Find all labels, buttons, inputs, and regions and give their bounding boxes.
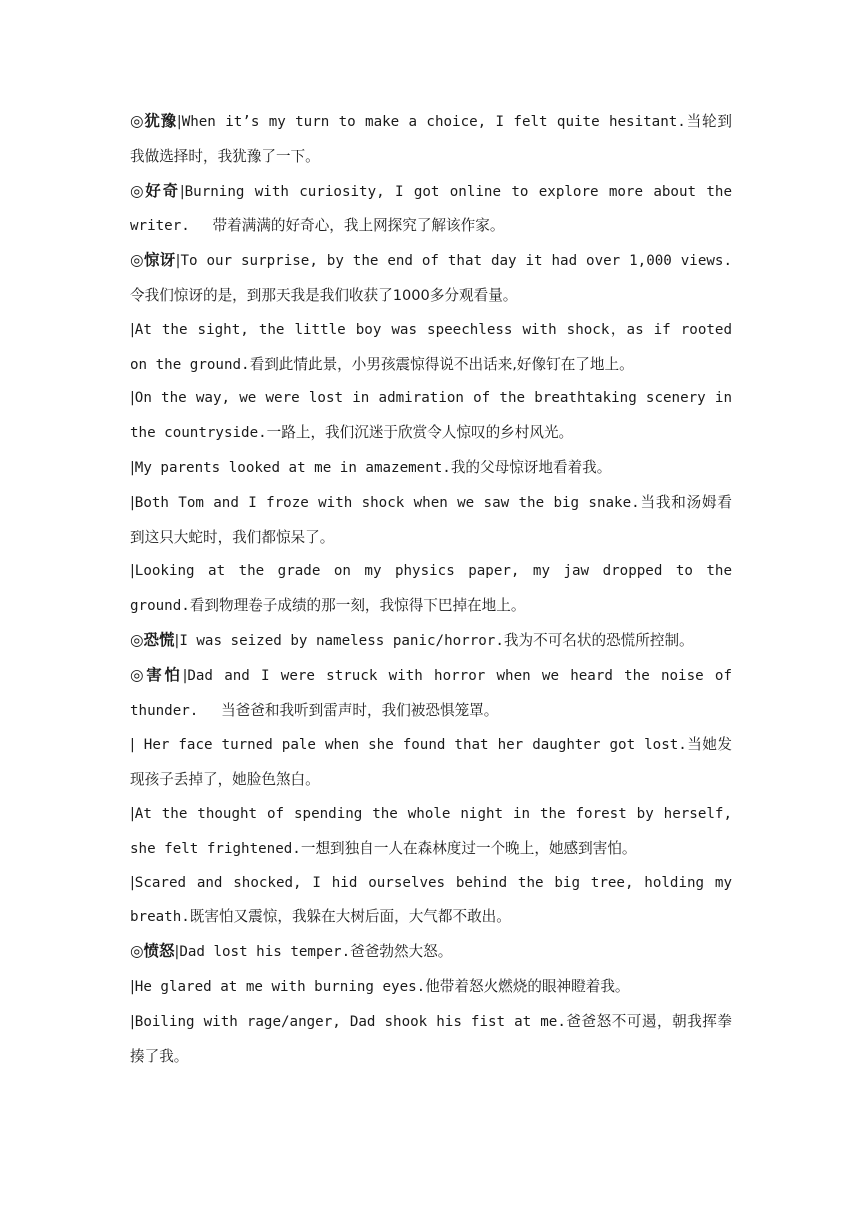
entry-surprise-3: |On the way, we were lost in admiration of the breathtaking scenery in the countryside.一路上，我们沉迷于欣赏令人惊叹的乡村风光。 xyxy=(130,390,732,442)
category-label: ◎害怕 xyxy=(130,665,183,684)
chinese-translation: 当我和汤姆看到这只大蛇时，我们都惊呆了。 xyxy=(130,493,732,546)
chinese-translation: 他带着怒火燃烧的眼神瞪着我。 xyxy=(425,977,630,995)
category-label: ◎恐慌 xyxy=(130,630,175,649)
entry-surprise-6: |Looking at the grade on my physics paper, my jaw dropped to the ground.看到物理卷子成绩的那一刻，我惊得下巴掉在地上。 xyxy=(130,563,732,615)
chinese-translation: 爸爸勃然大怒。 xyxy=(350,943,453,961)
entry-hesitation: ◎犹豫|When it’s my turn to make a choice, I felt quite hesitant.当轮到我做选择时，我犹豫了一下。 xyxy=(130,112,732,165)
entry-fear-4: |Scared and shocked, I hid ourselves behind the big tree, holding my breath.既害怕又震惊，我躲在大树后面，大气都不敢出。 xyxy=(130,874,732,926)
english-sentence: Boiling with rage/anger, Dad shook his fist at me. xyxy=(134,1013,566,1030)
entry-panic: ◎恐慌|I was seized by nameless panic/horror.我为不可名状的恐慌所控制。 xyxy=(130,630,694,649)
chinese-translation: 令我们惊讶的是，到那天我是我们收获了1000多分观看量。 xyxy=(130,286,518,304)
entry-anger: ◎愤怒|Dad lost his temper.爸爸勃然大怒。 xyxy=(130,942,453,961)
chinese-translation: 一路上，我们沉迷于欣赏令人惊叹的乡村风光。 xyxy=(266,424,574,442)
entry-fear: ◎害怕|Dad and I were struck with horror when we heard the noise of thunder. 当爸爸和我听到雷声时，我们被恐惧笼罩。 xyxy=(130,665,732,719)
chinese-translation: 当爸爸和我听到雷声时，我们被恐惧笼罩。 xyxy=(221,701,499,719)
english-sentence: My parents looked at me in amazement. xyxy=(134,459,451,476)
entry-surprise: ◎惊讶|To our surprise, by the end of that day it had over 1,000 views.令我们惊讶的是，到那天我是我们收获了1000多分观看量。 xyxy=(130,251,732,304)
category-label: ◎犹豫 xyxy=(130,112,177,130)
english-sentence: On the way, we were lost in admiration of the breathtaking scenery in the countryside. xyxy=(130,390,732,442)
chinese-translation: 看到物理卷子成绩的那一刻，我惊得下巴掉在地上。 xyxy=(189,597,526,615)
chinese-translation: 当轮到我做选择时，我犹豫了一下。 xyxy=(130,113,732,165)
english-sentence: When it’s my turn to make a choice, I felt quite hesitant. xyxy=(181,114,686,130)
entry-surprise-2: |At the sight, the little boy was speechless with shock，as if rooted on the ground.看到此情此景，小男孩震惊得说不出话来,好像钉在了地上。 xyxy=(130,321,732,373)
entry-curiosity: ◎好奇|Burning with curiosity, I got online to explore more about the writer. 带着满满的好奇心，我上网探究了解该作家。 xyxy=(130,181,732,235)
english-sentence: Burning with curiosity, I got online to explore more about the writer. xyxy=(130,183,732,235)
entry-fear-2: | Her face turned pale when she found that her daughter got lost.当她发现孩子丢掉了，她脸色煞白。 xyxy=(130,736,732,789)
chinese-translation: 一想到独自一人在森林度过一个晚上，她感到害怕。 xyxy=(300,839,637,857)
category-label: ◎惊讶 xyxy=(130,251,176,270)
chinese-translation: 带着满满的好奇心，我上网探究了解该作家。 xyxy=(212,217,505,235)
english-sentence: He glared at me with burning eyes. xyxy=(134,978,426,995)
english-sentence: To our surprise, by the end of that day it had over 1,000 views. xyxy=(180,253,732,270)
english-sentence: I was seized by nameless panic/horror. xyxy=(179,632,504,649)
document-body xyxy=(130,105,732,1074)
english-sentence: Looking at the grade on my physics paper, my jaw dropped to the ground. xyxy=(130,563,732,615)
category-label: ◎好奇 xyxy=(130,181,180,200)
english-sentence: Dad lost his temper. xyxy=(179,944,351,961)
english-sentence: Dad and I were struck with horror when we heard the noise of thunder. xyxy=(130,667,732,719)
entry-anger-3: |Boiling with rage/anger, Dad shook his fist at me.爸爸怒不可遏，朝我挥拳揍了我。 xyxy=(130,1012,732,1065)
chinese-translation: 看到此情此景，小男孩震惊得说不出话来,好像钉在了地上。 xyxy=(249,355,634,373)
english-sentence: Her face turned pale when she found that her daughter got lost. xyxy=(134,737,687,754)
english-sentence: At the sight, the little boy was speechless with shock，as if rooted on the ground. xyxy=(130,321,732,373)
chinese-translation: 爸爸怒不可遏，朝我挥拳揍了我。 xyxy=(130,1012,732,1065)
chinese-translation: 当她发现孩子丢掉了，她脸色煞白。 xyxy=(130,736,732,789)
chinese-translation: 既害怕又震惊，我躲在大树后面，大气都不敢出。 xyxy=(189,908,511,926)
entry-surprise-4: |My parents looked at me in amazement.我的父母惊讶地看着我。 xyxy=(130,458,612,476)
english-sentence: Both Tom and I froze with shock when we saw the big snake. xyxy=(134,494,640,511)
english-sentence: Scared and shocked, I hid ourselves behind the big tree, holding my breath. xyxy=(130,874,732,926)
entry-anger-2: |He glared at me with burning eyes.他带着怒火燃烧的眼神瞪着我。 xyxy=(130,977,630,995)
english-sentence: At the thought of spending the whole night in the forest by herself, she felt frightened. xyxy=(130,805,732,857)
chinese-translation: 我为不可名状的恐慌所控制。 xyxy=(503,631,694,649)
entry-fear-3: |At the thought of spending the whole night in the forest by herself, she felt frightened.一想到独自一人在森林度过一个晚上，她感到害怕。 xyxy=(130,805,732,857)
entry-surprise-5: |Both Tom and I froze with shock when we saw the big snake.当我和汤姆看到这只大蛇时，我们都惊呆了。 xyxy=(130,493,732,546)
category-label: ◎愤怒 xyxy=(130,942,175,961)
chinese-translation: 我的父母惊讶地看着我。 xyxy=(450,458,612,476)
